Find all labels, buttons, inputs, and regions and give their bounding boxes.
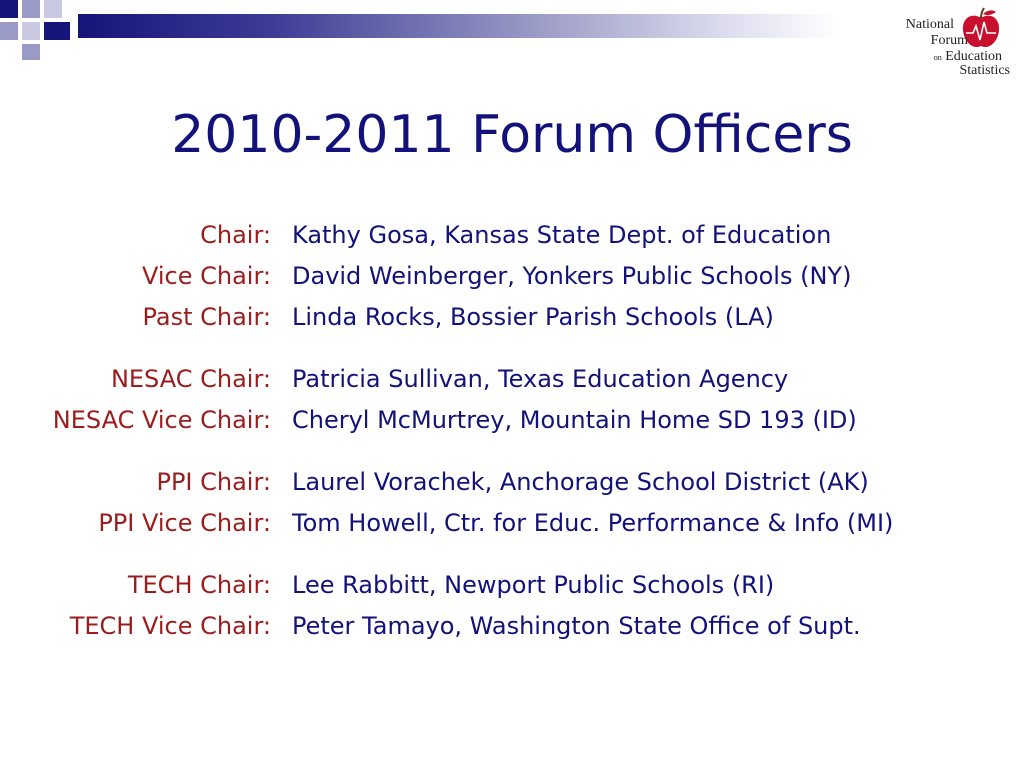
officer-role: PPI Chair: xyxy=(156,468,271,496)
forum-logo xyxy=(896,6,1016,82)
officers-list xyxy=(0,215,1024,647)
logo-text-education-word: Education xyxy=(945,49,1002,64)
officer-name: Kathy Gosa, Kansas State Dept. of Education xyxy=(292,221,832,249)
officer-role: PPI Vice Chair: xyxy=(98,509,271,537)
officer-row xyxy=(0,565,1024,606)
officer-row xyxy=(0,256,1024,297)
deco-square xyxy=(0,0,18,18)
slide-title: 2010-2011 Forum Officers xyxy=(171,105,853,165)
officer-row xyxy=(0,359,1024,400)
deco-square xyxy=(22,0,40,18)
officer-role: Chair: xyxy=(200,221,271,249)
officer-name: Linda Rocks, Bossier Parish Schools (LA) xyxy=(292,303,774,331)
officer-name: David Weinberger, Yonkers Public Schools (NY) xyxy=(292,262,852,290)
officer-row xyxy=(0,503,1024,544)
logo-text-on: on xyxy=(933,53,942,62)
officer-name: Laurel Vorachek, Anchorage School District (AK) xyxy=(292,468,869,496)
logo-text-national: National xyxy=(905,17,954,32)
header-decoration xyxy=(0,0,1024,60)
officer-row xyxy=(0,297,1024,338)
officer-role: Past Chair: xyxy=(142,303,271,331)
deco-square xyxy=(0,22,18,40)
officer-row xyxy=(0,462,1024,503)
officer-name: Peter Tamayo, Washington State Office of Supt. xyxy=(292,612,861,640)
officer-name: Patricia Sullivan, Texas Education Agency xyxy=(292,365,789,393)
officer-name: Cheryl McMurtrey, Mountain Home SD 193 (ID) xyxy=(292,406,857,434)
officer-row xyxy=(0,606,1024,647)
officer-role: TECH Chair: xyxy=(127,571,271,599)
deco-square xyxy=(22,44,40,60)
deco-square xyxy=(22,22,40,40)
header-gradient-bar xyxy=(78,14,838,38)
officer-role: NESAC Vice Chair: xyxy=(52,406,271,434)
officer-name: Lee Rabbitt, Newport Public Schools (RI) xyxy=(292,571,775,599)
deco-square xyxy=(44,0,62,18)
officer-row xyxy=(0,215,1024,256)
officer-name: Tom Howell, Ctr. for Educ. Performance & Info (MI) xyxy=(292,509,894,537)
deco-square xyxy=(44,22,70,40)
officer-role: Vice Chair: xyxy=(141,262,271,290)
logo-text-forum: Forum xyxy=(930,33,968,48)
officer-role: TECH Vice Chair: xyxy=(69,612,271,640)
officer-row xyxy=(0,400,1024,441)
logo-text-statistics: Statistics xyxy=(959,63,1010,78)
officer-role: NESAC Chair: xyxy=(110,365,271,393)
logo-text-education xyxy=(934,50,1002,64)
